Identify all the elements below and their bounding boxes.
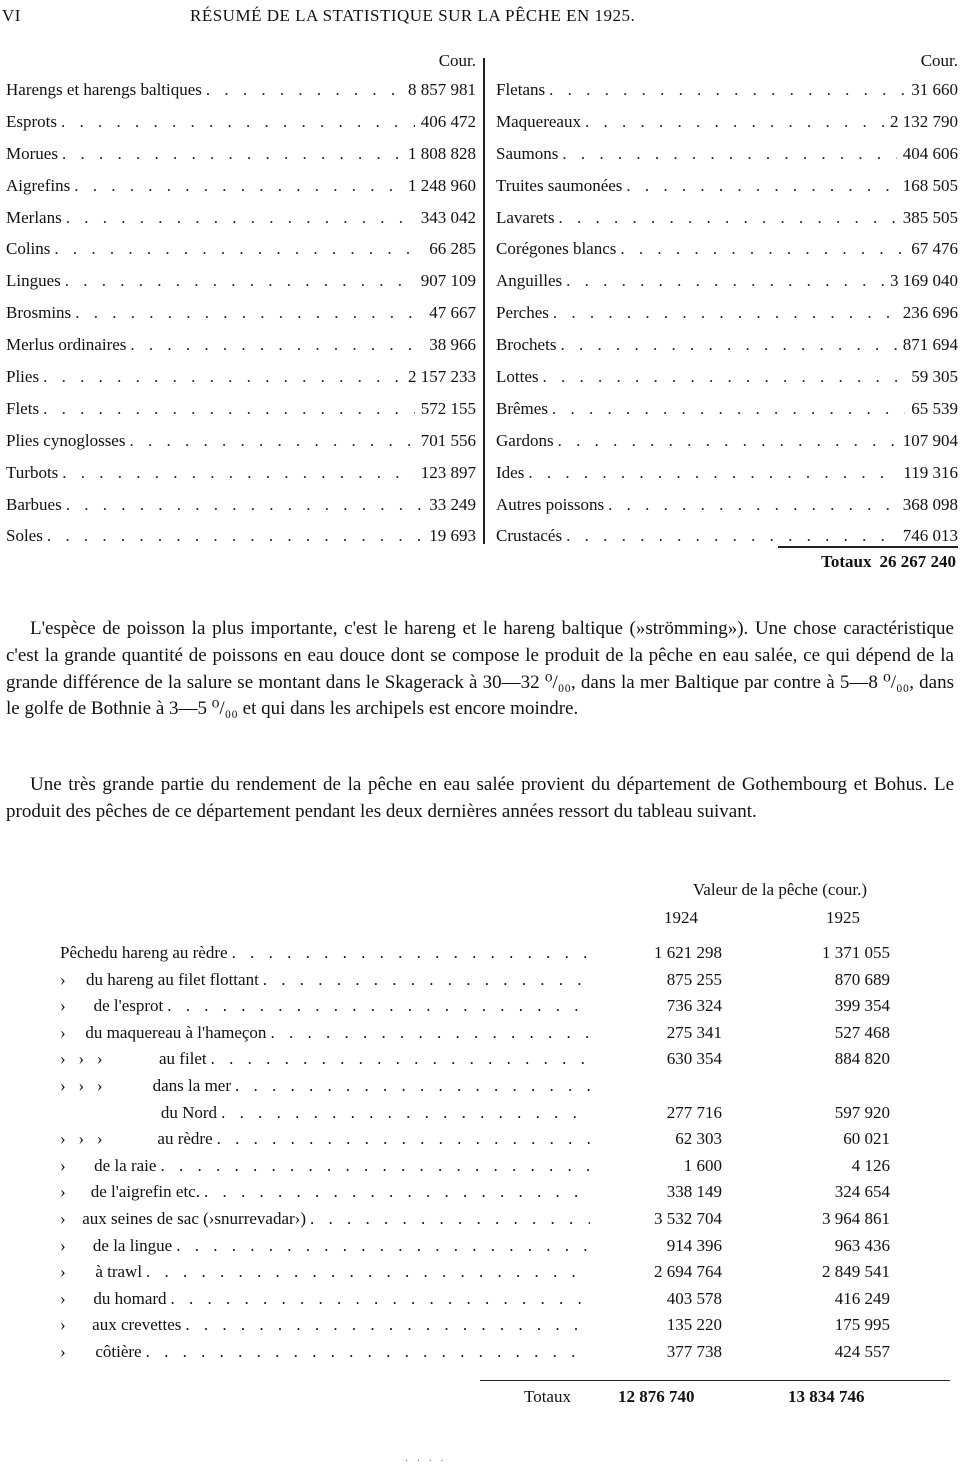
- catch-row: [6, 489, 476, 521]
- ditto-mark: Pêche: [60, 943, 101, 962]
- value-row-description: [60, 940, 590, 967]
- value-1925: 3 964 861: [822, 1208, 890, 1228]
- value-row-description: [60, 1126, 590, 1153]
- species-name: Colins: [6, 239, 51, 259]
- species-name: Fletans: [496, 80, 546, 99]
- value-row-text: au rèdre: [157, 1129, 213, 1149]
- species-name: Aigrefins: [6, 175, 71, 195]
- value-1925: 399 354: [834, 996, 890, 1016]
- value-1924: 275 341: [666, 1022, 722, 1042]
- page-header: [0, 2, 960, 32]
- dot-leader: [221, 1100, 590, 1127]
- species-value: 66 285: [429, 239, 476, 259]
- value-row: [60, 1206, 960, 1233]
- value-1924: 3 532 704: [654, 1208, 722, 1228]
- species-name: Corégones blancs: [496, 239, 617, 259]
- catch-row: [6, 520, 476, 552]
- value-row: [60, 1286, 960, 1313]
- value-row-description: [60, 1259, 590, 1286]
- catch-row: [496, 457, 958, 489]
- dot-leader: [171, 1286, 590, 1313]
- value-1924: 338 149: [666, 1182, 722, 1202]
- value-row-description: [60, 993, 590, 1020]
- catch-row: [496, 202, 958, 234]
- dot-leader: [204, 1179, 590, 1206]
- value-row-text: de la lingue: [92, 1235, 173, 1255]
- value-row-description: [60, 1312, 590, 1339]
- species-name: Perches: [496, 303, 549, 323]
- species-value: 38 966: [429, 335, 476, 355]
- dot-leader: [65, 265, 415, 297]
- value-1925: 870 689: [834, 969, 890, 989]
- total-rule: [778, 546, 958, 548]
- dot-leader: [543, 361, 906, 393]
- dot-leader: [566, 265, 884, 297]
- value-1924: 875 255: [666, 969, 722, 989]
- catch-row: [496, 425, 958, 457]
- value-row-text: du hareng au rèdre: [100, 943, 228, 962]
- ditto-mark: ›: [60, 1262, 66, 1282]
- catch-total: [821, 552, 956, 572]
- value-row: [60, 1020, 960, 1047]
- species-name: Brochets: [496, 335, 557, 355]
- value-row-description: [60, 1233, 590, 1260]
- value-1924: 377 738: [666, 1341, 722, 1361]
- value-row-description: [60, 1206, 590, 1233]
- value-1925: 884 820: [834, 1049, 890, 1069]
- value-row-text: dans la mer: [152, 1075, 231, 1095]
- value-row: [60, 940, 960, 967]
- dot-leader: [61, 106, 415, 138]
- dot-leader: [558, 425, 897, 457]
- dot-leader: [146, 1339, 590, 1366]
- ditto-mark: ›: [60, 969, 66, 989]
- dot-leader: [559, 202, 897, 234]
- value-table-total: [520, 1383, 940, 1411]
- value-row-description: [60, 1153, 590, 1180]
- species-name: Morues: [6, 143, 58, 163]
- species-name: Turbots: [6, 462, 59, 482]
- dot-leader: [562, 138, 896, 170]
- value-1924: 1 600: [683, 1155, 722, 1175]
- value-row-text: du homard: [93, 1288, 167, 1308]
- species-name: Brêmes: [496, 398, 548, 418]
- value-row-text: côtière: [95, 1341, 142, 1361]
- dot-leader: [549, 74, 905, 106]
- species-name: Barbues: [6, 494, 62, 514]
- value-row-description: [60, 1286, 590, 1313]
- catch-table-left-column: [6, 48, 476, 552]
- ditto-mark: ›: [60, 1182, 66, 1202]
- catch-row: [496, 297, 958, 329]
- ditto-mark: ›: [60, 1235, 66, 1255]
- dot-leader: [62, 457, 414, 489]
- dot-leader: [585, 106, 884, 138]
- ditto-mark: ›: [60, 1208, 66, 1228]
- species-value: 123 897: [420, 462, 476, 482]
- value-row: [60, 1339, 960, 1366]
- catch-row: [6, 138, 476, 170]
- value-1925: 324 654: [834, 1182, 890, 1202]
- dot-leader: [626, 170, 896, 202]
- catch-row: [6, 106, 476, 138]
- value-1924: 135 220: [666, 1315, 722, 1335]
- total-label: Totaux: [821, 552, 872, 571]
- value-table-total-rule: [480, 1380, 950, 1381]
- species-name: Merlans: [6, 207, 62, 227]
- dot-leader: [528, 457, 897, 489]
- value-row: [60, 967, 960, 994]
- species-value: 343 042: [420, 207, 476, 227]
- value-1925: 963 436: [834, 1235, 890, 1255]
- species-name: Lingues: [6, 271, 61, 291]
- value-table: [60, 940, 960, 1366]
- species-value: 65 539: [911, 398, 958, 418]
- catch-row: [6, 393, 476, 425]
- dot-leader: [146, 1259, 590, 1286]
- value-row-text: du hareng au filet flottant: [86, 969, 259, 989]
- ditto-mark: ›: [60, 1155, 66, 1175]
- dot-leader: [176, 1233, 590, 1260]
- catch-row: [6, 425, 476, 457]
- species-name: Soles: [6, 526, 43, 546]
- value-table-heading: [630, 876, 930, 932]
- species-value: 119 316: [903, 462, 958, 482]
- value-table-years: [630, 904, 930, 932]
- catch-row: [6, 202, 476, 234]
- value-row-text: aux crevettes: [92, 1315, 182, 1335]
- dot-leader: [43, 361, 402, 393]
- value-row-text: du maquereau à l'hameçon: [85, 1022, 267, 1042]
- value-row: [60, 1259, 960, 1286]
- value-row-description: [60, 967, 590, 994]
- paragraph-text: L'espèce de poisson la plus importante, c'est le hareng et le hareng baltique (»strömming»). Une chose caractéristique c'est la grande quantité de poissons en eau douce dont se compose le produit de la pêche en eau salée, ce qui dépend de la grande différence de la salure se montant dans le Skagerack à 30—32 ⁰/₀₀, dans la mer Baltique par contre à 5—8 ⁰/₀₀, dans le golfe de Bothnie à 3—5 ⁰/₀₀ et qui dans les archipels est encore moindre.: [6, 618, 954, 720]
- species-name: Esprots: [6, 111, 57, 131]
- running-title: RÉSUMÉ DE LA STATISTIQUE SUR LA PÊCHE EN 1925.: [190, 6, 636, 25]
- species-name: Lottes: [496, 367, 539, 387]
- catch-row: [496, 329, 958, 361]
- species-value: 2 157 233: [408, 367, 476, 387]
- species-value: 406 472: [420, 111, 476, 131]
- species-value: 168 505: [902, 175, 958, 195]
- value-1924: 62 303: [675, 1129, 722, 1149]
- dot-leader: [130, 329, 423, 361]
- species-value: 907 109: [420, 271, 476, 291]
- ditto-mark: ›: [60, 1288, 66, 1308]
- species-name: Maquereaux: [496, 111, 581, 131]
- ditto-mark: › › ›: [60, 1049, 103, 1069]
- catch-table-right-column: [496, 48, 958, 552]
- species-name: Autres poissons: [496, 494, 605, 514]
- catch-row: [6, 233, 476, 265]
- species-name: Gardons: [496, 430, 554, 450]
- paragraph-department: [6, 772, 954, 826]
- value-row-description: [60, 1020, 590, 1047]
- dot-leader: [217, 1126, 590, 1153]
- value-total-1924: 12 876 740: [618, 1387, 695, 1406]
- dot-leader: [43, 393, 415, 425]
- species-name: Truites saumonées: [496, 175, 623, 195]
- species-value: 572 155: [420, 398, 476, 418]
- dot-leader: [211, 1046, 590, 1073]
- catch-row: [496, 106, 958, 138]
- ditto-mark: ›: [60, 1341, 66, 1361]
- species-value: 2 132 790: [890, 111, 958, 131]
- value-1924: 2 694 764: [654, 1262, 722, 1282]
- species-value: 368 098: [902, 494, 958, 514]
- value-row: [60, 1126, 960, 1153]
- catch-row: [6, 457, 476, 489]
- total-value: 26 267 240: [879, 552, 956, 571]
- value-1925: 424 557: [834, 1341, 890, 1361]
- dot-leader: [263, 967, 590, 994]
- value-row-text: de l'aigrefin etc.: [90, 1182, 200, 1202]
- species-name: Harengs et harengs baltiques: [6, 80, 202, 99]
- value-1925: 60 021: [843, 1129, 890, 1149]
- dot-leader: [62, 138, 402, 170]
- dot-leader: [54, 233, 423, 265]
- dot-leader: [620, 233, 905, 265]
- species-name: Merlus ordinaires: [6, 335, 127, 355]
- footer-mark: · · · ·: [405, 1456, 447, 1467]
- value-row-description: [60, 1339, 590, 1366]
- value-row-text: à trawl: [95, 1262, 143, 1282]
- year-1924: 1924: [664, 908, 698, 927]
- value-row-description: [60, 1100, 590, 1127]
- paragraph-species: [6, 616, 954, 723]
- species-value: 1 808 828: [408, 143, 476, 163]
- ditto-mark: › › ›: [60, 1129, 103, 1149]
- dot-leader: [232, 940, 590, 967]
- value-1924: 403 578: [666, 1288, 722, 1308]
- species-value: 746 013: [902, 526, 958, 546]
- value-row: [60, 1153, 960, 1180]
- catch-row: [496, 233, 958, 265]
- catch-row: [6, 74, 476, 106]
- value-row: [60, 1073, 960, 1100]
- value-1925: 597 920: [834, 1102, 890, 1122]
- column-divider: [483, 58, 485, 544]
- ditto-mark: ›: [60, 1022, 66, 1042]
- dot-leader: [553, 297, 897, 329]
- dot-leader: [310, 1206, 590, 1233]
- unit-heading: Cour.: [920, 51, 958, 70]
- value-row-text: aux seines de sac (›snurrevadar›): [82, 1208, 306, 1228]
- value-1925: 4 126: [851, 1155, 890, 1175]
- dot-leader: [66, 489, 424, 521]
- catch-row: [496, 265, 958, 297]
- dot-leader: [66, 202, 415, 234]
- species-name: Saumons: [496, 143, 559, 163]
- species-value: 871 694: [902, 335, 958, 355]
- value-row-text: de l'esprot: [93, 996, 164, 1016]
- value-row-text: du Nord: [160, 1102, 218, 1122]
- species-value: 19 693: [429, 526, 476, 546]
- species-value: 107 904: [902, 430, 958, 450]
- catch-row: [6, 361, 476, 393]
- species-name: Ides: [496, 462, 525, 482]
- value-row-description: [60, 1046, 590, 1073]
- paragraph-text: Une très grande partie du rendement de la pêche en eau salée provient du département de Gothembourg et Bohus. Le produit des pêches de ce département pendant les deux dernières années ressort du tableau suivant.: [6, 774, 954, 822]
- species-value: 236 696: [902, 303, 958, 323]
- catch-row: [496, 170, 958, 202]
- value-row-text: au filet: [158, 1049, 207, 1069]
- value-1924: 736 324: [666, 996, 722, 1016]
- dot-leader: [552, 393, 905, 425]
- dot-leader: [47, 520, 423, 552]
- dot-leader: [608, 489, 897, 521]
- value-total-label: Totaux: [524, 1387, 571, 1406]
- dot-leader: [74, 170, 402, 202]
- unit-heading: Cour.: [438, 51, 476, 70]
- catch-row: [496, 361, 958, 393]
- value-row-description: [60, 1179, 590, 1206]
- catch-row: [496, 138, 958, 170]
- value-row: [60, 1100, 960, 1127]
- value-row-text: de la raie: [94, 1155, 157, 1175]
- catch-row: [6, 265, 476, 297]
- species-value: 59 305: [911, 367, 958, 387]
- species-value: 3 169 040: [890, 271, 958, 291]
- species-name: Plies: [6, 367, 40, 387]
- species-name: Flets: [6, 398, 40, 418]
- catch-row: [496, 74, 958, 106]
- dot-leader: [560, 329, 896, 361]
- catch-row: [6, 297, 476, 329]
- year-1925: 1925: [826, 908, 860, 927]
- species-value: 385 505: [902, 207, 958, 227]
- value-1924: 277 716: [666, 1102, 722, 1122]
- value-1925: 416 249: [834, 1288, 890, 1308]
- species-value: 31 660: [911, 80, 958, 99]
- value-1925: 1 371 055: [822, 943, 890, 962]
- species-value: 1 248 960: [408, 175, 476, 195]
- species-value: 701 556: [420, 430, 476, 450]
- value-row: [60, 1233, 960, 1260]
- species-name: Plies cynoglosses: [6, 430, 126, 450]
- dot-leader: [129, 425, 414, 457]
- ditto-mark: ›: [60, 1315, 66, 1335]
- species-value: 33 249: [429, 494, 476, 514]
- dot-leader: [167, 993, 590, 1020]
- species-name: Anguilles: [496, 271, 563, 291]
- species-name: Crustacés: [496, 526, 563, 546]
- ditto-mark: [60, 1100, 161, 1127]
- species-value: 47 667: [429, 303, 476, 323]
- value-1925: 2 849 541: [822, 1262, 890, 1282]
- dot-leader: [75, 297, 423, 329]
- species-name: Lavarets: [496, 207, 555, 227]
- value-row: [60, 1179, 960, 1206]
- catch-row: [496, 489, 958, 521]
- dot-leader: [160, 1153, 590, 1180]
- dot-leader: [235, 1073, 590, 1100]
- value-1925: 175 995: [834, 1315, 890, 1335]
- value-1924: 1 621 298: [654, 943, 722, 962]
- ditto-mark: › › ›: [60, 1075, 103, 1095]
- value-1924: 914 396: [666, 1235, 722, 1255]
- value-table-title: Valeur de la pêche (cour.): [692, 880, 868, 899]
- value-row: [60, 1312, 960, 1339]
- page-number: VI: [2, 6, 21, 25]
- value-1925: 527 468: [834, 1022, 890, 1042]
- ditto-mark: ›: [60, 996, 66, 1016]
- catch-row: [6, 170, 476, 202]
- value-row-description: [60, 1073, 590, 1100]
- dot-leader: [206, 74, 402, 106]
- value-1924: 630 354: [666, 1049, 722, 1069]
- value-row: [60, 993, 960, 1020]
- value-row: [60, 1046, 960, 1073]
- catch-row: [6, 329, 476, 361]
- value-total-1925: 13 834 746: [788, 1387, 865, 1406]
- species-name: Brosmins: [6, 303, 72, 323]
- dot-leader: [270, 1020, 590, 1047]
- dot-leader: [185, 1312, 590, 1339]
- catch-row: [496, 393, 958, 425]
- species-value: 404 606: [902, 143, 958, 163]
- species-value: 8 857 981: [408, 80, 476, 99]
- species-value: 67 476: [911, 239, 958, 259]
